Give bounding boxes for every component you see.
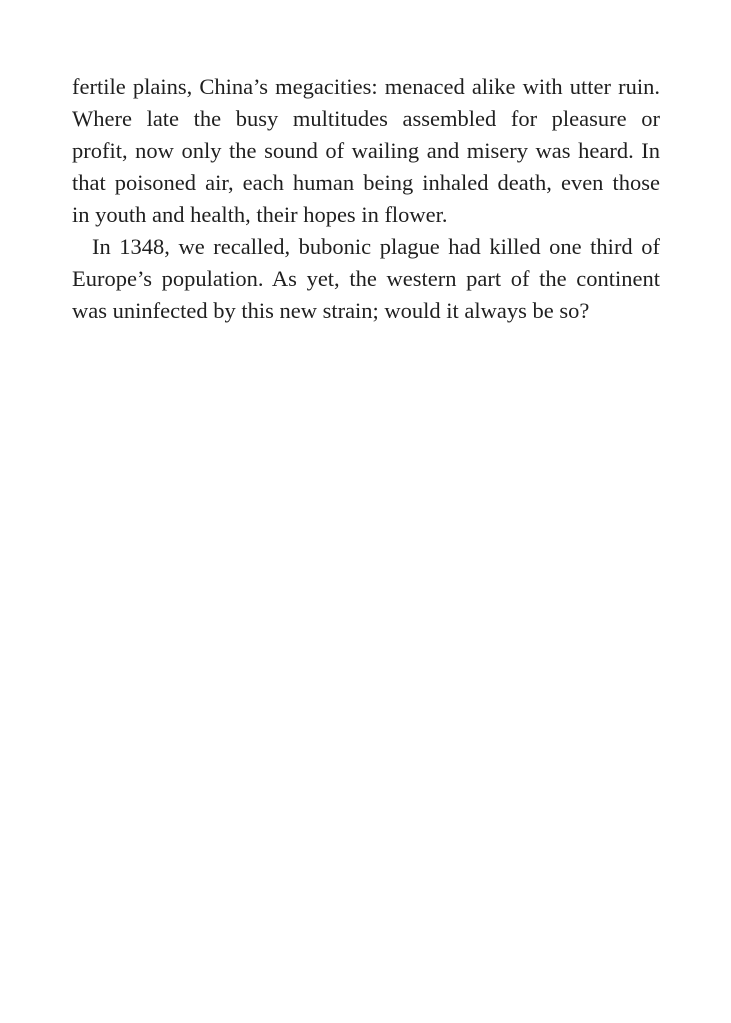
text-line: fertile plains, China’s megacities: menaced alike with utter ruin. [72,74,660,99]
text-line: was uninfected by this new strain; would it always be so? [72,298,590,323]
text-line: profit, now only the sound of wailing and misery was heard. In [72,138,660,163]
paragraph-2 [72,231,660,327]
text-line: In 1348, we recalled, bubonic plague had killed one third of [92,234,660,259]
page-text-block [72,71,660,327]
text-line: Europe’s population. As yet, the western part of the continent [72,266,660,291]
paragraph-1 [72,71,660,231]
text-line: in youth and health, their hopes in flower. [72,202,448,227]
text-line: that poisoned air, each human being inhaled death, even those [72,170,660,195]
text-line: Where late the busy multitudes assembled for pleasure or [72,106,660,131]
